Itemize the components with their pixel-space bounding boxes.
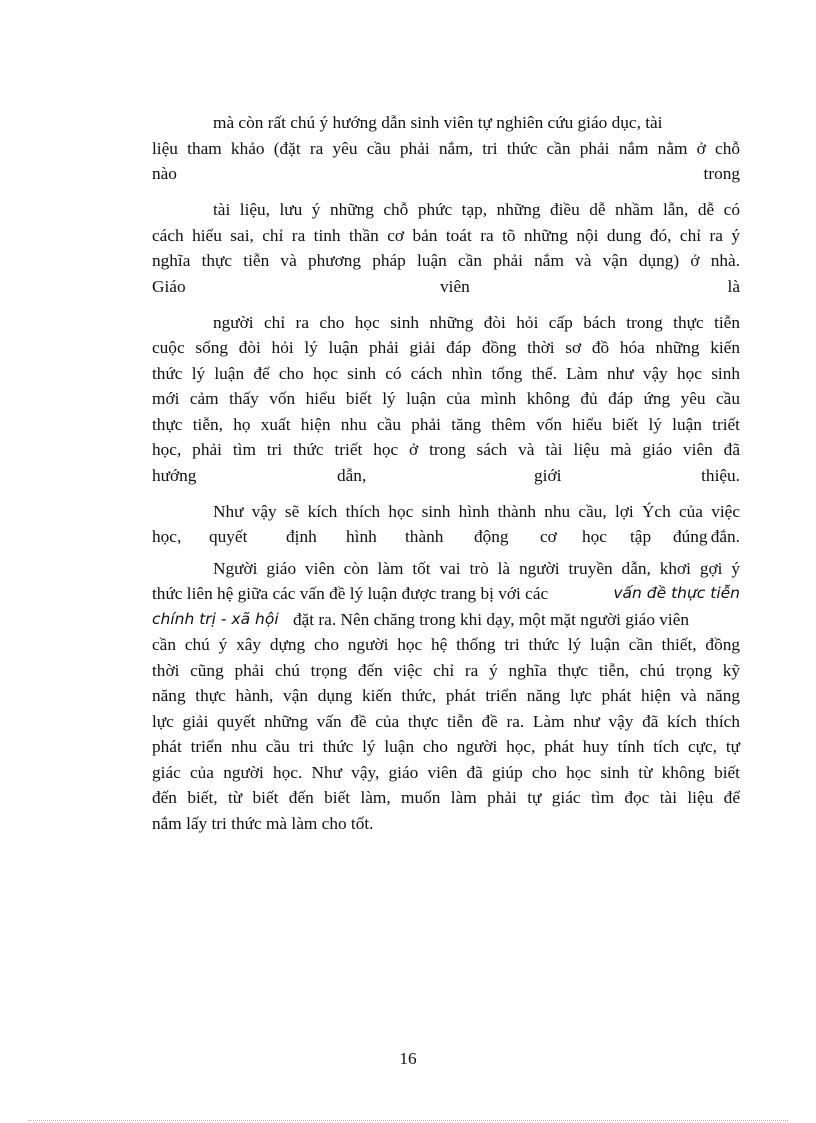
page-number: 16: [399, 1049, 417, 1068]
text-line: [152, 274, 740, 300]
text-line-content: cuộc sống đòi hỏi lý luận phải giải đáp đồng thời sơ đồ hóa những kiến: [152, 338, 740, 357]
text-line: [152, 463, 740, 489]
word: tập: [630, 527, 652, 546]
text-line: [152, 632, 740, 658]
text-line-content: thức liên hệ giữa các vấn đề lý luận được trang bị với các: [152, 584, 549, 603]
text-line-content: Người giáo viên còn làm tốt vai trò là người truyền dẫn, khơi gợi ý: [213, 558, 740, 578]
text-line: [152, 607, 740, 633]
text-line-content: học, phải tìm tri thức triết học ở trong sách và tài liệu mà giáo viên đã: [152, 440, 740, 459]
text-line-content: thời cũng phải chú trọng đến việc chỉ ra ý nghĩa thực tiễn, chú trọng kỹ: [152, 660, 740, 680]
text-line: [152, 110, 740, 136]
text-line-content: nghĩa thực tiễn và phương pháp luận cần phải nắm và vận dụng) ở nhà.: [152, 251, 740, 270]
word: quyết: [209, 527, 248, 546]
document-body: [152, 110, 740, 836]
word: đắn.: [710, 527, 740, 546]
text-line: [152, 581, 740, 607]
word: giới: [534, 465, 562, 485]
word: định: [286, 527, 317, 546]
text-line: [152, 335, 740, 361]
text-line: [152, 524, 740, 550]
text-line-content: đặt ra. Nên chăng trong khi dạy, một mặt người giáo viên: [293, 609, 690, 629]
text-line-content: mới cảm thấy vốn hiểu biết lý luận của mình không đủ đáp ứng yêu cầu: [152, 389, 740, 408]
text-line: [152, 136, 740, 162]
text-line: [152, 658, 740, 684]
text-line: [152, 197, 740, 223]
text-line-content: mà còn rất chú ý hướng dẫn sinh viên tự nghiên cứu giáo dục, tài: [213, 113, 663, 132]
italic-phrase: chính trị - xã hội: [152, 609, 279, 628]
text-line: [152, 556, 740, 582]
word: cơ: [540, 527, 557, 546]
word: thiệu.: [701, 465, 740, 485]
word: động: [474, 527, 509, 546]
text-line-content: liệu tham khảo (đặt ra yêu cầu phải nắm, tri thức cần phải nắm nằm ở chỗ: [152, 138, 740, 158]
text-line: [152, 785, 740, 811]
italic-phrase: vấn đề thực tiễn: [613, 584, 740, 602]
text-line: [152, 361, 740, 387]
text-line-content: nắm lấy tri thức mà làm cho tốt.: [152, 813, 374, 833]
text-line: [152, 437, 740, 463]
page-bottom-divider: [28, 1120, 788, 1121]
text-line: [152, 310, 740, 336]
text-line-content: thức lý luận để cho học sinh có cách nhìn tổng thể. Làm như vậy học sinh: [152, 363, 740, 383]
word: Giáo: [152, 276, 186, 296]
text-line: [152, 412, 740, 438]
word: dẫn,: [337, 465, 367, 485]
text-line: [152, 499, 740, 525]
text-line-content: người chỉ ra cho học sinh những đòi hỏi cấp bách trong thực tiễn: [213, 312, 740, 332]
text-line-content: Như vậy sẽ kích thích học sinh hình thành nhu cầu, lợi Ých của việc: [213, 501, 740, 521]
word: thành: [405, 527, 444, 546]
word: hướng: [152, 465, 197, 485]
text-line: [152, 760, 740, 786]
word: học: [582, 527, 607, 546]
word: nào: [152, 164, 177, 183]
text-line-content: năng thực hành, vận dụng kiến thức, phát triển năng lực phát hiện và năng: [152, 686, 740, 705]
text-line: [152, 734, 740, 760]
text-line: [152, 683, 740, 709]
word: đúng: [673, 527, 708, 546]
text-line: [152, 223, 740, 249]
word: trong: [703, 164, 740, 183]
text-line: [152, 386, 740, 412]
text-line: [152, 161, 740, 187]
text-line-content: cách hiểu sai, chỉ ra tinh thần cơ bản toát ra tõ những nội dung đó, chỉ ra ý: [152, 225, 740, 245]
text-line-content: cần chú ý xây dựng cho người học hệ thống tri thức lý luận cần thiết, đồng: [152, 635, 740, 654]
text-line-content: đến biết, từ biết đến biết làm, muốn làm phải tự giác tìm đọc tài liệu để: [152, 788, 740, 807]
text-line-content: lực giải quyết những vấn đề của thực tiễn đề ra. Làm như vậy đã kích thích: [152, 711, 740, 731]
text-line: [152, 811, 740, 837]
text-line-content: tài liệu, lưu ý những chỗ phức tạp, những điều dễ nhầm lẫn, dễ có: [213, 200, 740, 219]
word: là: [727, 276, 740, 296]
word: hình: [346, 527, 377, 546]
text-line: [152, 248, 740, 274]
text-line: [152, 709, 740, 735]
word: học,: [152, 527, 182, 546]
text-line-content: thực tiễn, họ xuất hiện nhu cầu phải tăng thêm vốn hiểu biết lý luận triết: [152, 414, 740, 434]
word: viên: [440, 276, 470, 296]
text-line-content: giác của người học. Như vậy, giáo viên đã giúp cho học sinh từ không biết: [152, 762, 740, 782]
text-line-content: phát triển nhu cầu tri thức lý luận cho người học, phát huy tính tích cực, tự: [152, 737, 740, 756]
